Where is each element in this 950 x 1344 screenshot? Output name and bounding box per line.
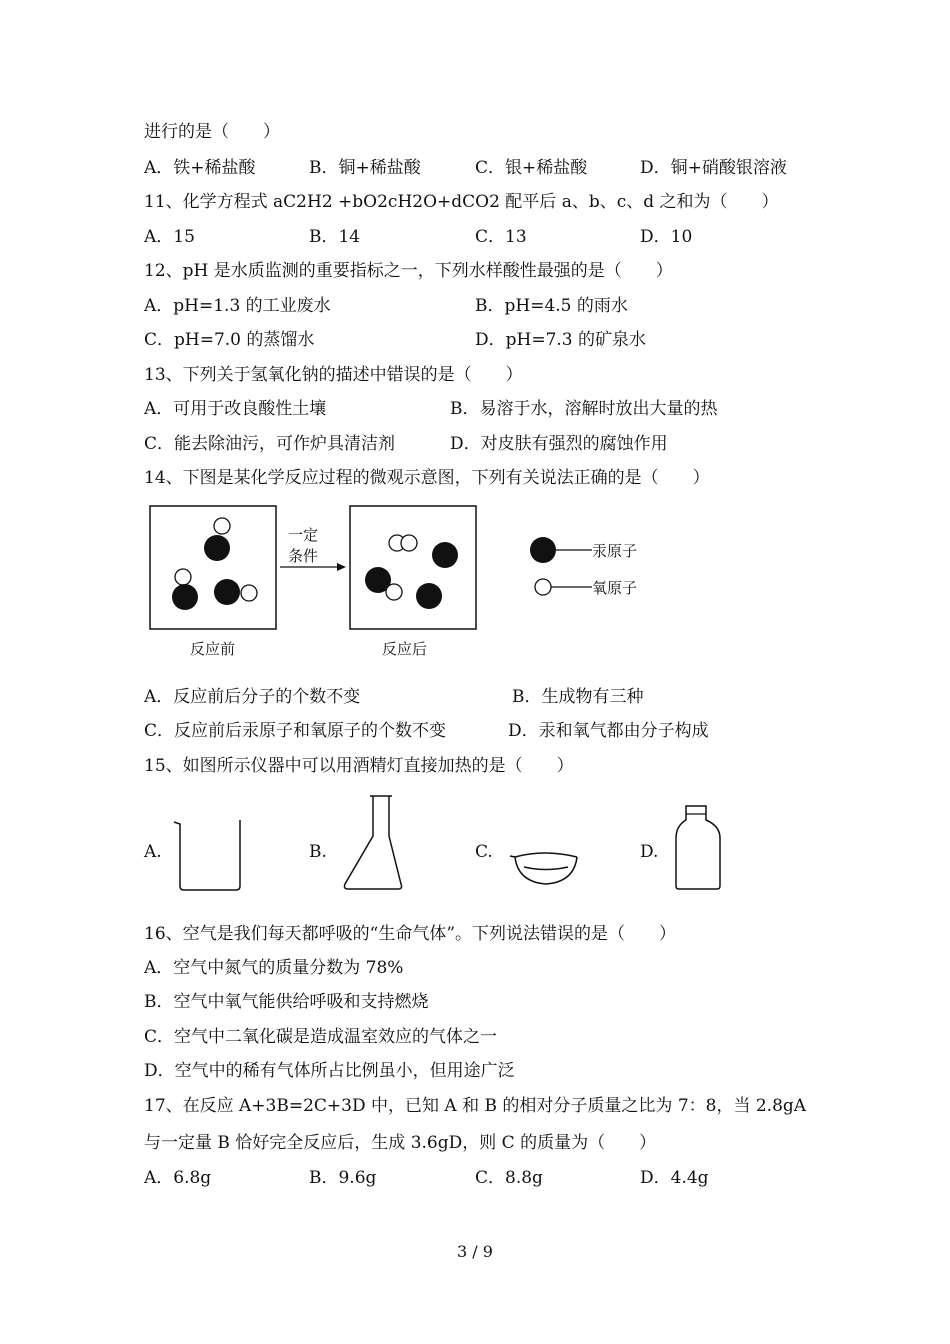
after-label: 反应后 (382, 640, 428, 658)
q12-option-b: B．pH=4.5 的雨水 (475, 296, 628, 316)
q10-option-a: A．铁+稀盐酸 (144, 158, 256, 178)
q16-option-d: D．空气中的稀有气体所占比例虽小，但用途广泛 (144, 1061, 515, 1081)
reagent-bottle-icon (676, 806, 720, 889)
legend-oxygen-atom (535, 579, 551, 595)
instrument-figures (140, 790, 780, 900)
q13-option-b: B．易溶于水，溶解时放出大量的热 (450, 399, 718, 419)
q16-option-c: C．空气中二氧化碳是造成温室效应的气体之一 (144, 1027, 498, 1047)
q17-option-b: B．9.6g (309, 1168, 377, 1188)
q13-option-c: C．能去除油污，可作炉具清洁剂 (144, 434, 396, 454)
evaporating-dish-icon (515, 853, 577, 884)
q15-option-c: C. (475, 842, 493, 862)
mercury-atom (416, 583, 442, 609)
q13-option-a: A．可用于改良酸性土壤 (144, 399, 327, 419)
q12-option-a: A．pH=1.3 的工业废水 (144, 296, 331, 316)
q12-option-d: D．pH=7.3 的矿泉水 (475, 330, 647, 350)
reaction-diagram (140, 500, 700, 670)
q15-option-d: D. (640, 842, 659, 862)
oxygen-atom (401, 535, 417, 551)
mercury-atom (204, 535, 230, 561)
q12-stem: 12、pH 是水质监测的重要指标之一，下列水样酸性最强的是（ ） (144, 261, 673, 281)
q16-option-a: A．空气中氮气的质量分数为 78% (144, 958, 404, 978)
q16-stem: 16、空气是我们每天都呼吸的“生命气体”。下列说法错误的是（ ） (144, 924, 677, 944)
q10-option-d: D．铜+硝酸银溶液 (640, 158, 787, 178)
q13-stem: 13、下列关于氢氧化钠的描述中错误的是（ ） (144, 365, 523, 385)
page-number: 3 / 9 (457, 1242, 493, 1261)
q14-stem: 14、下图是某化学反应过程的微观示意图，下列有关说法正确的是（ ） (144, 468, 710, 488)
q15-option-b: B. (309, 842, 327, 862)
legend-mercury-label: 汞原子 (592, 542, 638, 560)
mercury-atom (172, 584, 198, 610)
q11-option-a: A．15 (144, 227, 195, 247)
oxygen-atom (214, 518, 230, 534)
q14-option-a: A．反应前后分子的个数不变 (144, 687, 361, 707)
q11-option-d: D．10 (640, 227, 693, 247)
q15-stem: 15、如图所示仪器中可以用酒精灯直接加热的是（ ） (144, 756, 574, 776)
q17-option-c: C．8.8g (475, 1168, 543, 1188)
q13-option-d: D．对皮肤有强烈的腐蚀作用 (450, 434, 668, 454)
mercury-atom (214, 579, 240, 605)
q11-option-b: B．14 (309, 227, 361, 247)
q10-option-c: C．银+稀盐酸 (475, 158, 588, 178)
legend-mercury-atom (530, 537, 556, 563)
q16-option-b: B．空气中氧气能供给呼吸和支持燃烧 (144, 992, 429, 1012)
q11-stem: 11、化学方程式 aC2H2 +bO2cH2O+dCO2 配平后 a、b、c、d 之和为（ ） (144, 192, 779, 212)
before-label: 反应前 (190, 640, 236, 658)
oxygen-atom (241, 585, 257, 601)
q15-option-a: A. (144, 842, 162, 862)
beaker-icon (174, 820, 240, 890)
arrow-label-2: 条件 (288, 547, 319, 565)
after-box (350, 506, 476, 629)
oxygen-atom (175, 569, 191, 585)
q17-stem-line-1: 17、在反应 A+3B=2C+3D 中，已知 A 和 B 的相对分子质量之比为 7：8，当 2.8gA (144, 1096, 807, 1116)
legend-oxygen-label: 氧原子 (592, 579, 638, 597)
q11-option-c: C．13 (475, 227, 527, 247)
q14-option-b: B．生成物有三种 (512, 687, 644, 707)
q12-option-c: C．pH=7.0 的蒸馏水 (144, 330, 315, 350)
q14-option-c: C．反应前后汞原子和氧原子的个数不变 (144, 721, 447, 741)
q14-option-d: D．汞和氧气都由分子构成 (508, 721, 709, 741)
arrow-head (337, 563, 346, 571)
q10-stem: 进行的是（ ） (144, 122, 280, 142)
q17-option-d: D．4.4g (640, 1168, 709, 1188)
before-box (150, 506, 276, 629)
conical-flask-icon (344, 796, 401, 889)
mercury-atom (432, 542, 458, 568)
arrow-label-1: 一定 (288, 526, 319, 544)
q17-stem-line-2: 与一定量 B 恰好完全反应后，生成 3.6gD，则 C 的质量为（ ） (144, 1133, 657, 1153)
q10-option-b: B．铜+稀盐酸 (309, 158, 421, 178)
q17-option-a: A．6.8g (144, 1168, 212, 1188)
oxygen-atom (386, 584, 402, 600)
